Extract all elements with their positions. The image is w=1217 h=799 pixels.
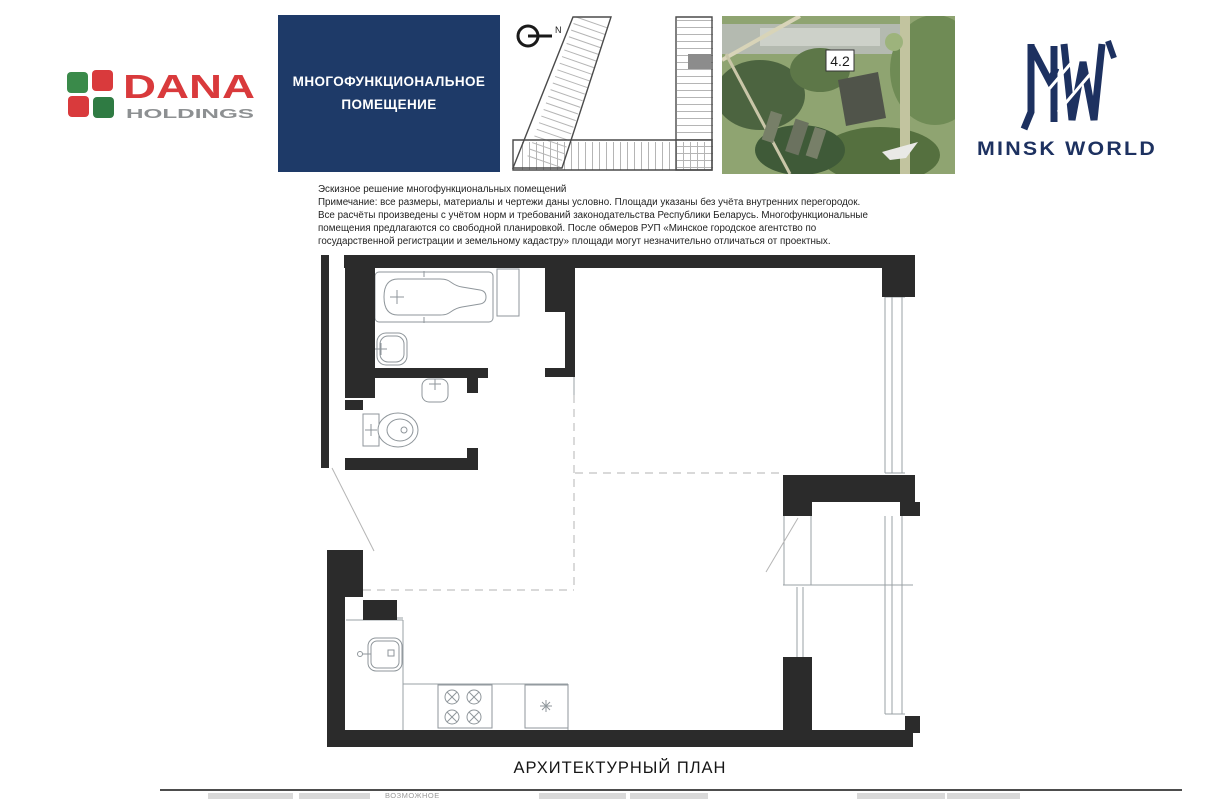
property-type-line2: ПОМЕЩЕНИЕ <box>341 96 437 112</box>
footer-divider <box>160 789 1182 791</box>
building-callout <box>826 50 854 71</box>
bathroom-sink-fixture <box>375 333 407 365</box>
legend-swatch <box>539 793 626 799</box>
bathtub-fixture <box>375 271 493 323</box>
dana-squares-icon <box>67 70 114 118</box>
wc-sink-fixture <box>422 379 448 402</box>
legend-swatch <box>208 793 293 799</box>
holdings-wordmark: HOLDINGS <box>126 106 255 121</box>
north-arrow-icon <box>518 25 562 46</box>
north-label: N <box>555 25 562 35</box>
door-swing-lines <box>332 468 798 572</box>
key-plan-outline <box>513 17 712 170</box>
kitchen-sink-fixture <box>358 638 403 671</box>
key-plan-units <box>522 20 708 168</box>
mw-monogram-icon <box>1024 41 1114 129</box>
minsk-world-logo <box>970 28 1170 163</box>
highlighted-unit <box>688 54 711 69</box>
legend-swatch <box>947 793 1020 799</box>
legend-label: ВОЗМОЖНОЕ <box>385 791 440 799</box>
building-key-plan <box>505 12 720 180</box>
plan-title: АРХИТЕКТУРНЫЙ ПЛАН <box>513 759 727 777</box>
note-line: Эскизное решение многофункциональных помещений <box>318 184 567 195</box>
dana-holdings-logo <box>60 62 265 126</box>
bath-cabinet <box>497 269 519 316</box>
appliance-fixture <box>525 685 568 728</box>
stove-fixture <box>438 685 492 728</box>
note-line: помещения предлагаются со свободной планировкой. После обмеров РУП «Минское городское агентство по <box>318 222 817 234</box>
property-type-banner <box>278 15 500 172</box>
dana-wordmark: DANA <box>123 68 255 105</box>
minsk-world-wordmark: MINSK WORLD <box>977 139 1157 160</box>
plan-walls <box>321 255 920 747</box>
plan-division-dashed-lines <box>363 395 783 590</box>
legend-swatch <box>299 793 370 799</box>
note-line: Примечание: все размеры, материалы и чертежи даны условно. Площади указаны без учёта внутренних перегородок. <box>318 196 861 208</box>
legend-swatch <box>630 793 708 799</box>
legend-swatch <box>857 793 945 799</box>
floor-plan-drawing <box>320 250 932 755</box>
building-number-label: 4.2 <box>830 53 850 69</box>
plan-fixtures <box>358 269 569 728</box>
property-type-line1: МНОГОФУНКЦИОНАЛЬНОЕ <box>292 74 486 90</box>
note-line: Все расчёты произведены с учётом норм и требований законодательства Республики Беларусь. Многофункциональные <box>318 209 868 221</box>
aerial-site-photo <box>722 16 955 174</box>
plan-thin-lines <box>346 297 913 730</box>
disclaimer-note <box>318 184 868 249</box>
toilet-fixture <box>363 413 418 447</box>
note-line: государственной регистрации и земельному кадастру» площади могут незначительно отличаться от проектных. <box>318 235 831 247</box>
